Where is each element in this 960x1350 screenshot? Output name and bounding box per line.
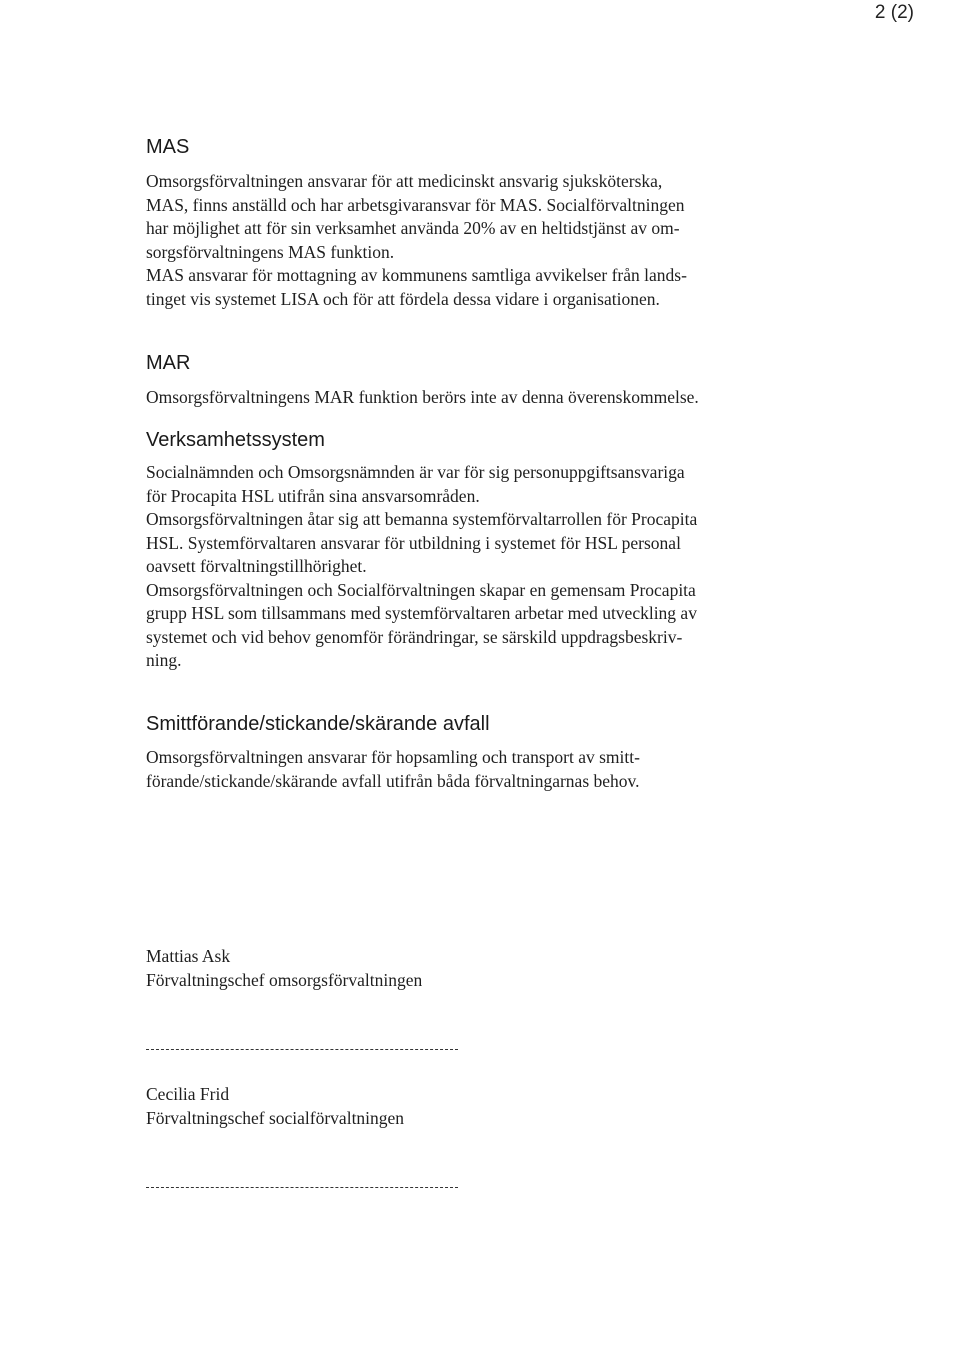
signature-line	[146, 1187, 458, 1188]
text-line: sorgsförvaltningens MAS funktion.	[146, 241, 395, 262]
text-line: MAS ansvarar för mottagning av kommunens samtliga avvikelser från lands-	[146, 265, 687, 285]
heading-avfall: Smittförande/stickande/skärande avfall	[146, 713, 490, 735]
paragraph-verksamhetssystem	[146, 461, 786, 673]
signatory-name: Mattias Ask	[146, 946, 231, 966]
signature-block	[146, 1083, 786, 1130]
text-line: ning.	[146, 650, 182, 670]
paragraph-mar	[146, 386, 786, 410]
signature-line	[146, 1049, 458, 1050]
signatory-name: Cecilia Frid	[146, 1084, 230, 1104]
text-line: Omsorgsförvaltningens MAR funktion berörs inte av denna överenskommelse.	[146, 387, 699, 407]
text-line: Socialnämnden och Omsorgsnämnden är var för sig personuppgiftsansvariga	[146, 462, 685, 482]
paragraph-mas	[146, 170, 786, 311]
heading-mas: MAS	[146, 136, 190, 158]
paragraph-avfall	[146, 746, 786, 793]
page-number: 2 (2)	[874, 2, 914, 23]
signatory-title: Förvaltningschef socialförvaltningen	[146, 1107, 405, 1128]
text-line: MAS, finns anställd och har arbetsgivaransvar för MAS. Socialförvaltningen	[146, 194, 685, 215]
text-line: oavsett förvaltningstillhörighet.	[146, 556, 367, 576]
text-line: har möjlighet att för sin verksamhet använda 20% av en heltidstjänst av om-	[146, 218, 680, 238]
heading-verksamhetssystem: Verksamhetssystem	[146, 429, 325, 451]
signatory-title: Förvaltningschef omsorgsförvaltningen	[146, 969, 423, 990]
text-line: grupp HSL som tillsammans med systemförvaltaren arbetar med utveckling av	[146, 603, 697, 623]
text-line: Omsorgsförvaltningen ansvarar för hopsamling och transport av smitt-	[146, 747, 640, 767]
text-line: Omsorgsförvaltningen åtar sig att bemanna systemförvaltarrollen för Procapita	[146, 509, 698, 529]
text-line: HSL. Systemförvaltaren ansvarar för utbildning i systemet för HSL personal	[146, 532, 681, 553]
text-line: Omsorgsförvaltningen och Socialförvaltningen skapar en gemensam Procapita	[146, 579, 696, 600]
text-line: förande/stickande/skärande avfall utifrån båda förvaltningarnas behov.	[146, 770, 640, 791]
heading-mar: MAR	[146, 352, 191, 374]
text-line: för Procapita HSL utifrån sina ansvarsområden.	[146, 485, 480, 506]
text-line: systemet och vid behov genomför förändringar, se särskild uppdragsbeskriv-	[146, 626, 683, 647]
text-line: tinget vis systemet LISA och för att fördela dessa vidare i organisationen.	[146, 288, 660, 309]
signature-block	[146, 945, 786, 992]
text-line: Omsorgsförvaltningen ansvarar för att medicinskt ansvarig sjuksköterska,	[146, 171, 663, 191]
